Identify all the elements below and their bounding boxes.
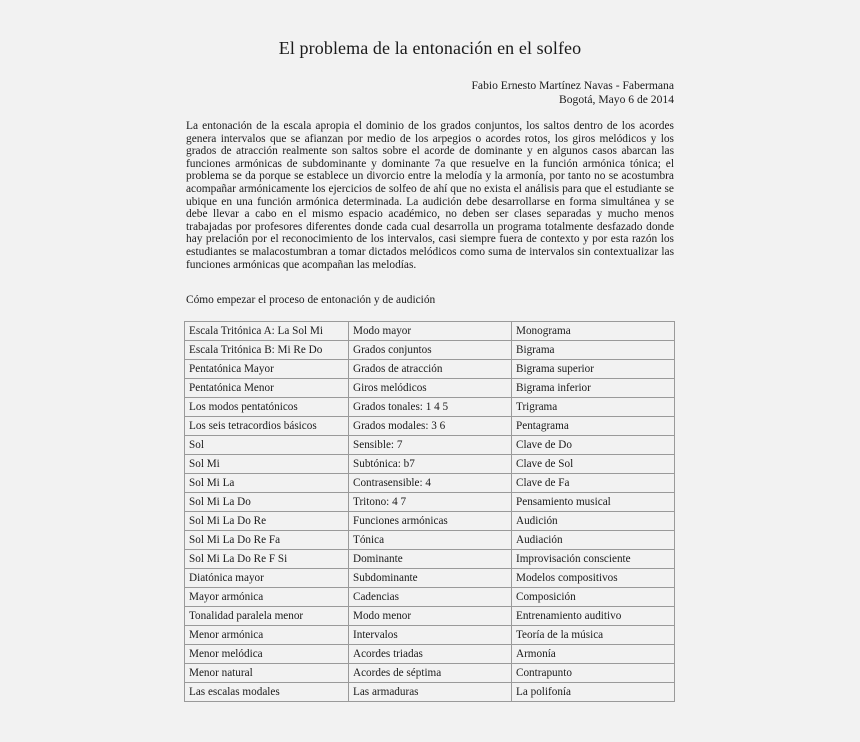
table-cell: Giros melódicos bbox=[349, 379, 512, 398]
table-row bbox=[185, 664, 675, 683]
table-cell: Dominante bbox=[349, 550, 512, 569]
table-cell: Las armaduras bbox=[349, 683, 512, 702]
table-cell: Composición bbox=[512, 588, 675, 607]
table-row bbox=[185, 417, 675, 436]
body-paragraph: La entonación de la escala apropia el dominio de los grados conjuntos, los saltos dentro de los acordes genera intervalos que se afianzan por medio de los arpegios o acordes rotos, los giros melódicos y los grados de atracción realmente son saltos sobre el acorde de dominante y en algunos casos abarcan las funciones armónicas de subdominante y dominante 7a que resuelve en la función armónica tónica; el problema se da porque se establece un divorcio entre la melodía y la armonía, por tanto no se acostumbra acompañar armónicamente los ejercicios de solfeo de ahí que no exista el análisis para que el estudiante se ubique en una función armónica determinada. La audición debe desarrollarse en forma simultánea y se debe llevar a cabo en el mismo espacio académico, no deben ser clases separadas y mucho menos trabajadas por profesores diferentes donde cada cual desarrolla un programa totalmente desfazado donde hay prelación por el reconocimiento de los intervalos, casi siempre fuera de contexto y por esta razón los estudiantes se malacostumbran a tomar dictados melódicos como suma de intervalos sin contextualizar las funciones armónicas que acompañan las melodías. bbox=[186, 120, 674, 271]
table-cell: Menor melódica bbox=[185, 645, 349, 664]
table-cell: Las escalas modales bbox=[185, 683, 349, 702]
table-cell: Sol Mi La Do Re bbox=[185, 512, 349, 531]
table-cell: Diatónica mayor bbox=[185, 569, 349, 588]
table-cell: Grados de atracción bbox=[349, 360, 512, 379]
table-cell: Clave de Do bbox=[512, 436, 675, 455]
table-row bbox=[185, 493, 675, 512]
table-cell: Contrasensible: 4 bbox=[349, 474, 512, 493]
table-row bbox=[185, 436, 675, 455]
table-cell: Modelos compositivos bbox=[512, 569, 675, 588]
table-cell: Sol Mi La Do Re F Si bbox=[185, 550, 349, 569]
table-cell: Sol Mi La Do bbox=[185, 493, 349, 512]
table-cell: Grados modales: 3 6 bbox=[349, 417, 512, 436]
table-cell: Mayor armónica bbox=[185, 588, 349, 607]
topics-table-body bbox=[185, 322, 675, 702]
table-cell: Escala Tritónica A: La Sol Mi bbox=[185, 322, 349, 341]
table-row bbox=[185, 474, 675, 493]
table-row bbox=[185, 550, 675, 569]
document-title: El problema de la entonación en el solfeo bbox=[278, 38, 582, 58]
author-line: Fabio Ernesto Martínez Navas - Fabermana bbox=[471, 79, 674, 92]
table-cell: Subdominante bbox=[349, 569, 512, 588]
table-cell: Los modos pentatónicos bbox=[185, 398, 349, 417]
table-cell: Audición bbox=[512, 512, 675, 531]
table-row bbox=[185, 683, 675, 702]
table-cell: Cadencias bbox=[349, 588, 512, 607]
table-cell: La polifonía bbox=[512, 683, 675, 702]
table-cell: Sol Mi La bbox=[185, 474, 349, 493]
table-row bbox=[185, 645, 675, 664]
table-cell: Bigrama superior bbox=[512, 360, 675, 379]
table-cell: Modo menor bbox=[349, 607, 512, 626]
table-cell: Grados conjuntos bbox=[349, 341, 512, 360]
table-cell: Tonalidad paralela menor bbox=[185, 607, 349, 626]
table-cell: Grados tonales: 1 4 5 bbox=[349, 398, 512, 417]
table-row bbox=[185, 512, 675, 531]
table-cell: Contrapunto bbox=[512, 664, 675, 683]
table-cell: Menor armónica bbox=[185, 626, 349, 645]
table-cell: Escala Tritónica B: Mi Re Do bbox=[185, 341, 349, 360]
table-cell: Audiación bbox=[512, 531, 675, 550]
table-cell: Teoría de la música bbox=[512, 626, 675, 645]
table-row bbox=[185, 398, 675, 417]
table-cell: Armonía bbox=[512, 645, 675, 664]
table-cell: Pentatónica Mayor bbox=[185, 360, 349, 379]
table-row bbox=[185, 341, 675, 360]
table-cell: Pensamiento musical bbox=[512, 493, 675, 512]
table-row bbox=[185, 588, 675, 607]
table-cell: Trigrama bbox=[512, 398, 675, 417]
table-row bbox=[185, 531, 675, 550]
table-cell: Bigrama bbox=[512, 341, 675, 360]
table-cell: Funciones armónicas bbox=[349, 512, 512, 531]
table-row bbox=[185, 455, 675, 474]
table-cell: Acordes de séptima bbox=[349, 664, 512, 683]
table-row bbox=[185, 360, 675, 379]
table-row bbox=[185, 379, 675, 398]
table-row bbox=[185, 322, 675, 341]
table-cell: Subtónica: b7 bbox=[349, 455, 512, 474]
table-row bbox=[185, 569, 675, 588]
table-cell: Acordes triadas bbox=[349, 645, 512, 664]
table-row bbox=[185, 607, 675, 626]
table-cell: Tritono: 4 7 bbox=[349, 493, 512, 512]
table-cell: Monograma bbox=[512, 322, 675, 341]
table-heading: Cómo empezar el proceso de entonación y de audición bbox=[186, 294, 436, 306]
table-cell: Improvisación consciente bbox=[512, 550, 675, 569]
table-cell: Sensible: 7 bbox=[349, 436, 512, 455]
author-block bbox=[471, 79, 674, 107]
table-cell: Los seis tetracordios básicos bbox=[185, 417, 349, 436]
topics-table bbox=[184, 321, 675, 702]
table-cell: Clave de Sol bbox=[512, 455, 675, 474]
table-cell: Sol Mi La Do Re Fa bbox=[185, 531, 349, 550]
table-cell: Modo mayor bbox=[349, 322, 512, 341]
table-cell: Pentagrama bbox=[512, 417, 675, 436]
table-cell: Tónica bbox=[349, 531, 512, 550]
table-cell: Entrenamiento auditivo bbox=[512, 607, 675, 626]
table-cell: Sol Mi bbox=[185, 455, 349, 474]
date-line: Bogotá, Mayo 6 de 2014 bbox=[559, 93, 674, 106]
table-row bbox=[185, 626, 675, 645]
table-cell: Clave de Fa bbox=[512, 474, 675, 493]
table-cell: Menor natural bbox=[185, 664, 349, 683]
table-cell: Pentatónica Menor bbox=[185, 379, 349, 398]
table-cell: Intervalos bbox=[349, 626, 512, 645]
table-cell: Bigrama inferior bbox=[512, 379, 675, 398]
table-cell: Sol bbox=[185, 436, 349, 455]
